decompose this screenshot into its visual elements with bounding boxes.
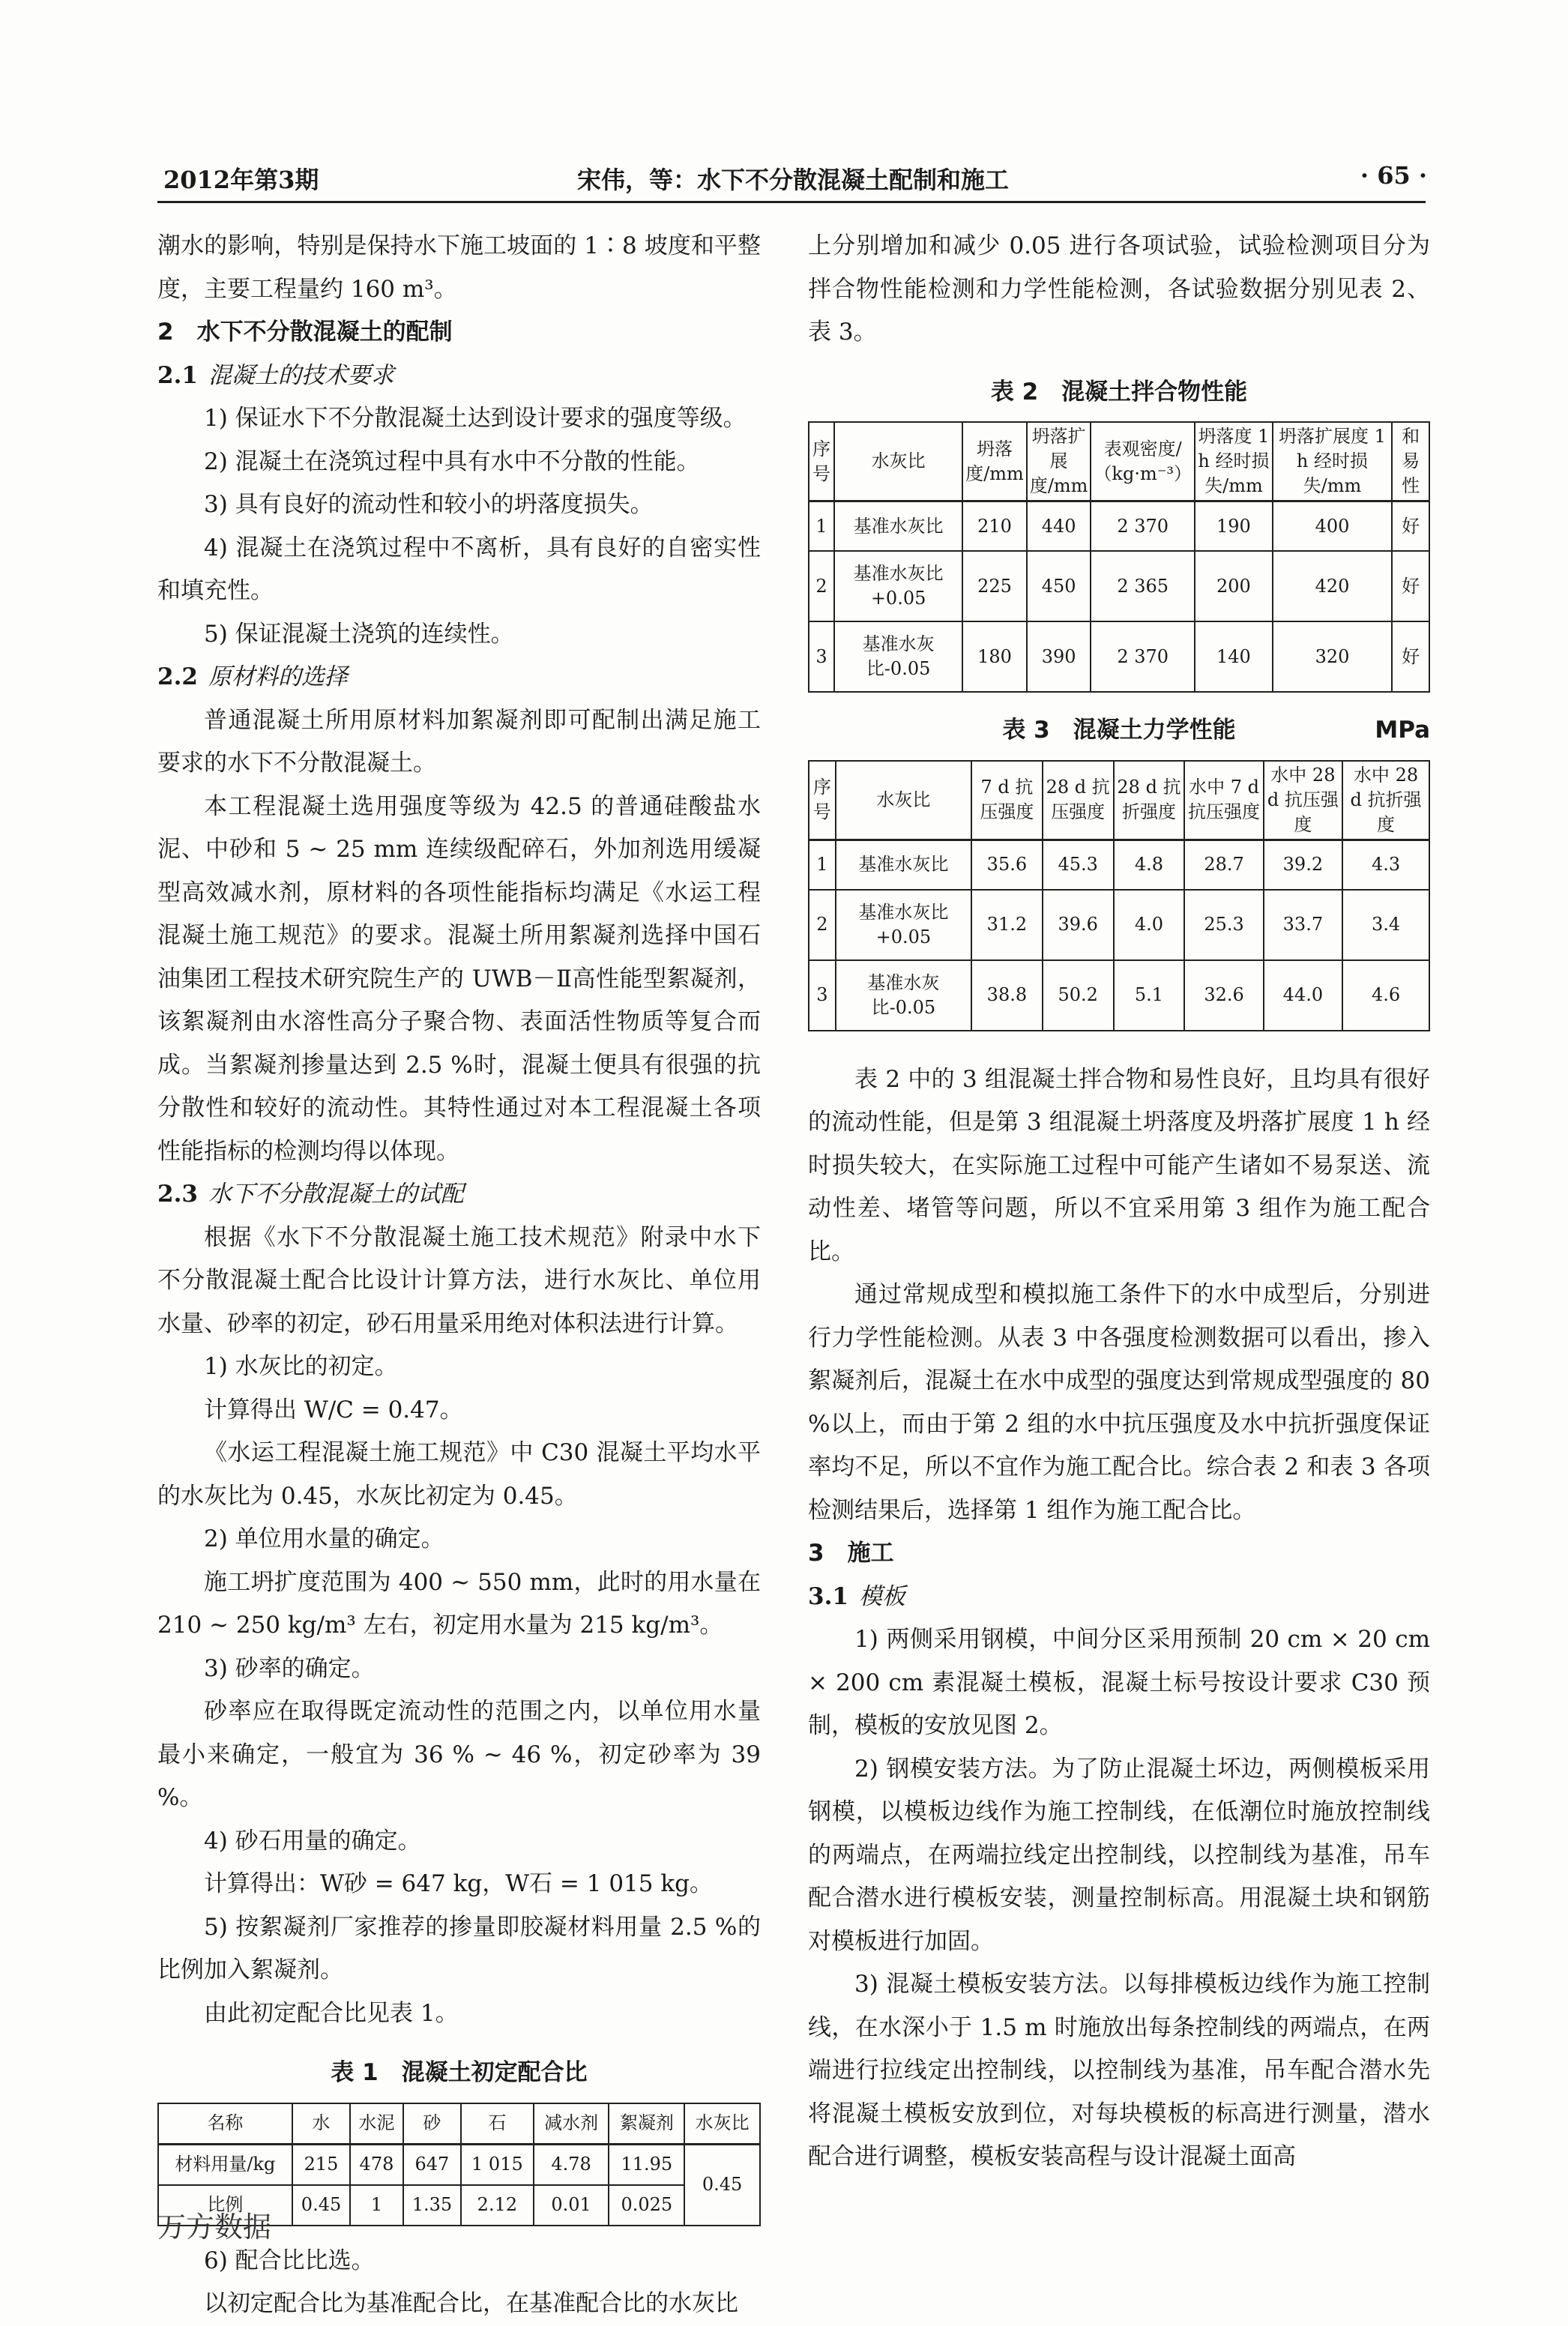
- table-cell: 190: [1195, 501, 1273, 552]
- paragraph: 上分别增加和减少 0.05 进行各项试验，试验检测项目分为拌合物性能检测和力学性能检测，各试验数据分别见表 2、表 3。: [808, 232, 1430, 346]
- table-cell: 基准水灰比-0.05: [834, 621, 962, 692]
- header-cell: 28 d 抗折强度: [1114, 761, 1185, 840]
- table-caption-text: 表 3 混凝土力学性能: [1002, 717, 1236, 744]
- table-cell: 33.7: [1264, 890, 1342, 960]
- header-cell: 絮凝剂: [609, 2103, 684, 2145]
- header-rule: [157, 201, 1426, 203]
- table-cell: 3: [809, 960, 836, 1031]
- header-cell: 序号: [809, 761, 836, 840]
- right-column: [808, 225, 1430, 2179]
- table-cell: 好: [1392, 551, 1429, 621]
- left-column: [157, 225, 761, 2326]
- table-cell: 好: [1392, 621, 1429, 692]
- table-cell: 0.45: [292, 2185, 350, 2226]
- table-cell: 478: [350, 2144, 403, 2185]
- table-caption: 表 2 混凝土拌合物性能: [990, 378, 1248, 406]
- table-cell: 0.025: [609, 2185, 684, 2226]
- header-cell: 水中 28 d 抗折强度: [1342, 761, 1429, 840]
- table-cell: 材料用量/kg: [158, 2144, 292, 2185]
- table-cell: 320: [1273, 621, 1392, 692]
- table-cell: 好: [1392, 501, 1429, 552]
- table-cell: 4.6: [1342, 960, 1429, 1031]
- list-item: 2) 钢模安装方法。为了防止混凝土坏边，两侧模板采用钢模，以模板边线作为施工控制线，在低潮位时施放控制线的两端点，在两端拉线定出控制线，以控制线为基准，吊车配合潜水进行模板安装，测量控制标高。用混凝土块和钢筋对模板进行加固。: [808, 1755, 1430, 1955]
- table-cell: 420: [1273, 551, 1392, 621]
- list-item: 6) 配合比比选。: [204, 2247, 375, 2274]
- list-item: 3) 具有良好的流动性和较小的坍落度损失。: [204, 491, 654, 518]
- paragraph: 通过常规成型和模拟施工条件下的水中成型后，分别进行力学性能检测。从表 3 中各强度检测数据可以看出，掺入絮凝剂后，混凝土在水中成型的强度达到常规成型强度的 80 %以上，而由于第 2 组的水中抗压强度及水中抗折强度保证率均不足，所以不宜作为施工配合比。综合表 2 和表 3 各项检测结果后，选择第 1 组作为施工配合比。: [808, 1281, 1430, 1524]
- table-caption: 表 1 混凝土初定配合比: [331, 2059, 588, 2086]
- header-cell: 和易性: [1392, 422, 1429, 501]
- running-title: 宋伟，等：水下不分散混凝土配制和施工: [577, 166, 1010, 194]
- header-cell: 坍落扩展度/mm: [1027, 422, 1091, 501]
- header-cell: 水中 7 d 抗压强度: [1184, 761, 1263, 840]
- header-cell: 坍落度 1 h 经时损失/mm: [1195, 422, 1273, 501]
- section-heading: 2 水下不分散混凝土的配制: [157, 319, 453, 346]
- table-cell: 35.6: [971, 840, 1043, 890]
- header-cell: 7 d 抗压强度: [971, 761, 1043, 840]
- list-item: 1) 保证水下不分散混凝土达到设计要求的强度等级。: [204, 405, 747, 432]
- table-cell: 2: [809, 890, 836, 960]
- header-cell: 表观密度/（kg·m⁻³）: [1091, 422, 1195, 501]
- table-cell: 647: [403, 2144, 461, 2185]
- list-item: 2) 混凝土在浇筑过程中具有水中不分散的性能。: [204, 448, 700, 475]
- header-cell: 水中 28 d 抗压强度: [1264, 761, 1342, 840]
- mixture-properties-table: [808, 421, 1430, 693]
- table-cell: 1: [809, 840, 836, 890]
- table-cell: 215: [292, 2144, 350, 2185]
- table-cell: 2.12: [461, 2185, 534, 2226]
- header-cell: 水灰比: [834, 422, 962, 501]
- header-cell: 减水剂: [534, 2103, 609, 2145]
- table-cell: 210: [962, 501, 1027, 552]
- table-cell: 38.8: [971, 960, 1043, 1031]
- table-cell: 1.35: [403, 2185, 461, 2226]
- list-item: 5) 按絮凝剂厂家推荐的掺量即胶凝材料用量 2.5 %的比例加入絮凝剂。: [157, 1913, 761, 1983]
- list-item: 1) 两侧采用钢模，中间分区采用预制 20 cm × 20 cm × 200 cm 素混凝土模板，混凝土标号按设计要求 C30 预制，模板的安放见图 2。: [808, 1626, 1430, 1739]
- paragraph: 《水运工程混凝土施工规范》中 C30 混凝土平均水平的水灰比为 0.45，水灰比初定为 0.45。: [157, 1439, 761, 1510]
- table-cell: 1: [809, 501, 834, 552]
- table-cell: 140: [1195, 621, 1273, 692]
- paragraph: 潮水的影响，特别是保持水下施工坡面的 1∶8 坡度和平整度，主要工程量约 160 m³。: [157, 232, 761, 303]
- table-cell: 5.1: [1114, 960, 1185, 1031]
- table-cell: 200: [1195, 551, 1273, 621]
- table-cell: 3.4: [1342, 890, 1429, 960]
- table-cell: 440: [1027, 501, 1091, 552]
- table-cell: 25.3: [1184, 890, 1263, 960]
- table-cell: 4.3: [1342, 840, 1429, 890]
- table-cell: 基准水灰比+0.05: [834, 551, 962, 621]
- header-cell: 水泥: [350, 2103, 403, 2145]
- header-cell: 水: [292, 2103, 350, 2145]
- table-cell: 基准水灰比: [836, 840, 971, 890]
- table-row: [809, 840, 1429, 890]
- table-cell: 28.7: [1184, 840, 1263, 890]
- paragraph: 由此初定配合比见表 1。: [204, 1999, 459, 2027]
- paragraph: 施工坍扩度范围为 400 ~ 550 mm，此时的用水量在 210 ~ 250 kg/m³ 左右，初定用水量为 215 kg/m³。: [157, 1568, 761, 1639]
- table-header-row: [809, 422, 1429, 501]
- table-row: [809, 551, 1429, 621]
- header-cell: 序号: [809, 422, 834, 501]
- table-row: [809, 960, 1429, 1031]
- table-row: [809, 890, 1429, 960]
- table-cell: 400: [1273, 501, 1392, 552]
- table-cell: 1 015: [461, 2144, 534, 2185]
- table-cell: 4.0: [1114, 890, 1185, 960]
- table-cell: 39.6: [1043, 890, 1114, 960]
- list-item: 4) 砂石用量的确定。: [204, 1827, 421, 1855]
- table-cell: 2 365: [1091, 551, 1195, 621]
- subsection-heading: 2.2 原材料的选择: [157, 663, 348, 690]
- paragraph: 以初定配合比为基准配合比，在基准配合比的水灰比: [204, 2290, 738, 2317]
- paragraph: 砂率应在取得既定流动性的范围之内，以单位用水量最小来确定，一般宜为 36 % ~ 46 %，初定砂率为 39 %。: [157, 1698, 761, 1811]
- table-row: [158, 2144, 760, 2185]
- paragraph: 普通混凝土所用原材料加絮凝剂即可配制出满足施工要求的水下不分散混凝土。: [157, 706, 761, 777]
- table-cell: 2 370: [1091, 621, 1195, 692]
- list-item: 4) 混凝土在浇筑过程中不离析，具有良好的自密实性和填充性。: [157, 534, 761, 604]
- table-cell: 44.0: [1264, 960, 1342, 1031]
- table-cell: 1: [350, 2185, 403, 2226]
- table-row: [809, 621, 1429, 692]
- subsection-heading: 2.1 混凝土的技术要求: [157, 361, 394, 389]
- table-cell: 180: [962, 621, 1027, 692]
- table-cell: 50.2: [1043, 960, 1114, 1031]
- table-cell: 11.95: [609, 2144, 684, 2185]
- table-caption: [808, 709, 1430, 753]
- subsection-heading: 2.3 水下不分散混凝土的试配: [157, 1181, 464, 1208]
- paragraph: 表 2 中的 3 组混凝土拌合物和易性良好，且均具有很好的流动性能，但是第 3 组混凝土坍落度及坍落扩展度 1 h 经时损失较大，在实际施工过程中可能产生诸如不易泵送、流动性差、堵管等问题，所以不宜采用第 3 组作为施工配合比。: [808, 1065, 1430, 1265]
- header-cell: 坍落度/mm: [962, 422, 1027, 501]
- table-cell: 2 370: [1091, 501, 1195, 552]
- table-cell: 3: [809, 621, 834, 692]
- section-heading: 3 施工: [808, 1540, 894, 1567]
- list-item: 1) 水灰比的初定。: [204, 1353, 398, 1380]
- issue-label: 2012年第3期: [163, 166, 319, 194]
- table-cell: 0.01: [534, 2185, 609, 2226]
- table-cell: 45.3: [1043, 840, 1114, 890]
- table-cell: 2: [809, 551, 834, 621]
- table-row: [809, 501, 1429, 552]
- table-cell: 基准水灰比+0.05: [836, 890, 971, 960]
- table-cell: 4.78: [534, 2144, 609, 2185]
- mechanical-properties-table: [808, 760, 1430, 1031]
- header-cell: 砂: [403, 2103, 461, 2145]
- table-header-row: [158, 2103, 760, 2145]
- header-cell: 水灰比: [836, 761, 971, 840]
- list-item: 5) 保证混凝土浇筑的连续性。: [204, 620, 514, 648]
- paragraph: 计算得出 W/C = 0.47。: [204, 1396, 463, 1423]
- paragraph: 根据《水下不分散混凝土施工技术规范》附录中水下不分散混凝土配合比设计计算方法，进行水灰比、单位用水量、砂率的初定，砂石用量采用绝对体积法进行计算。: [157, 1223, 761, 1337]
- watermark-text: 万方数据: [157, 2211, 272, 2244]
- header-cell: 水灰比: [684, 2103, 760, 2145]
- table-unit: MPa: [1375, 717, 1430, 744]
- list-item: 3) 混凝土模板安装方法。以每排模板边线作为施工控制线，在水深小于 1.5 m 时施放出每条控制线的两端点，在两端进行拉线定出控制线，以控制线为基准，吊车配合潜水先将混凝土模板安放到位，对每块模板的标高进行测量，潜水配合进行调整，模板安装高程与设计混凝土面高: [808, 1971, 1430, 2170]
- table-cell: 比例: [158, 2185, 292, 2226]
- table-cell: 225: [962, 551, 1027, 621]
- header-cell: 石: [461, 2103, 534, 2145]
- table-cell: 32.6: [1184, 960, 1263, 1031]
- table-cell: 基准水灰比: [834, 501, 962, 552]
- header-cell: 28 d 抗压强度: [1043, 761, 1114, 840]
- paragraph: 计算得出：W砂 = 647 kg，W石 = 1 015 kg。: [204, 1870, 713, 1897]
- table-cell: 基准水灰比-0.05: [836, 960, 971, 1031]
- table-cell: 4.8: [1114, 840, 1185, 890]
- list-item: 3) 砂率的确定。: [204, 1654, 375, 1682]
- table-header-row: [809, 761, 1429, 840]
- table-cell: 0.45: [684, 2144, 760, 2226]
- table-cell: 450: [1027, 551, 1091, 621]
- table-cell: 39.2: [1264, 840, 1342, 890]
- paragraph: 本工程混凝土选用强度等级为 42.5 的普通硅酸盐水泥、中砂和 5 ~ 25 mm 连续级配碎石，外加剂选用缓凝型高效减水剂，原材料的各项性能指标均满足《水运工程混凝土施工规范》的要求。混凝土所用絮凝剂选择中国石油集团工程技术研究院生产的 UWB－Ⅱ高性能型絮凝剂，该絮凝剂由水溶性高分子聚合物、表面活性物质等复合而成。当絮凝剂掺量达到 2.5 %时，混凝土便具有很强的抗分散性和较好的流动性。其特性通过对本工程混凝土各项性能指标的检测均得以体现。: [157, 792, 761, 1165]
- page-number: · 65 ·: [1360, 161, 1427, 190]
- table-cell: 390: [1027, 621, 1091, 692]
- list-item: 2) 单位用水量的确定。: [204, 1525, 444, 1552]
- header-cell: 坍落扩展度 1 h 经时损失/mm: [1273, 422, 1392, 501]
- subsection-heading: 3.1 模板: [808, 1582, 905, 1610]
- header-cell: 名称: [158, 2103, 292, 2145]
- table-cell: 31.2: [971, 890, 1043, 960]
